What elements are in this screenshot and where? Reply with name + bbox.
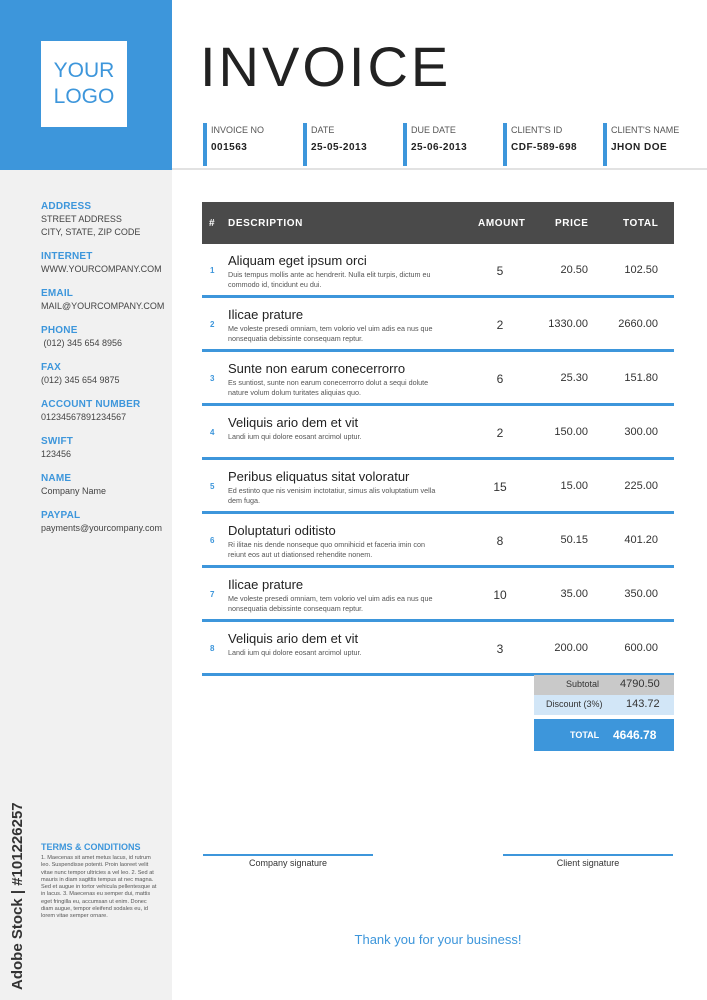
contact-label: PHONE	[41, 325, 78, 336]
table-row	[202, 244, 674, 298]
meta-invoice-no	[203, 123, 303, 166]
item-total: 2660.00	[618, 318, 658, 330]
row-number: 4	[210, 428, 215, 437]
client-signature-label: Client signature	[556, 858, 620, 868]
item-description: Ri ilitae nis dende nonseque quo omnihicid et faceria imin con reiunt eos aut ut diationsed rehendite nonem.	[228, 540, 425, 559]
line-items	[202, 244, 674, 676]
paypal-link[interactable]: payments@yourcompany.com	[41, 523, 163, 533]
item-title: Veliquis ario dem et vit	[228, 415, 359, 430]
item-description: Es suntiost, sunte non earum conecerrorro dolut a sequi dolute nature volum dolum turitates aliquias quo.	[228, 378, 429, 397]
meta-label: CLIENT'S ID	[511, 125, 563, 135]
table-row	[202, 514, 674, 568]
contact-value: STREET ADDRESS	[41, 214, 122, 224]
contact-swift	[41, 435, 169, 461]
header-amount: AMOUNT	[478, 218, 526, 229]
item-description: Duis tempus mollis ante ac hendrerit. Nulla elit turpis, dictum eu commodo id, tincidunt eu dui.	[228, 270, 431, 289]
row-number: 5	[210, 482, 215, 491]
stock-watermark	[6, 768, 28, 990]
item-title: Ilicae prature	[228, 307, 304, 322]
row-number: 1	[210, 266, 215, 275]
item-total: 225.00	[624, 480, 658, 492]
item-amount: 2	[496, 318, 504, 332]
table-header	[202, 202, 674, 244]
terms-text: 1. Maecenas sit amet metus lacus, id rutrum leo. Suspendisse potenti. Proin laoreet velit vitae nunc tempor ultricies a vel leo. 2. Sed at mauris in diam sagittis tempus at nec magna. Sed et augue in tortor vehicula pellentesque at in lacus. 3. Maecenas eu semper dui, mattis eget fringilla eu, accumsan ut enim. Donec diam augue, tempor eleifend sodales eu, id lorem vitae semper ornare.	[41, 855, 157, 920]
meta-due-date	[403, 123, 503, 166]
contact-email	[41, 287, 169, 313]
thank-you-message: Thank you for your business!	[354, 932, 522, 947]
contact-value: (012) 345 654 9875	[41, 375, 120, 385]
item-amount: 5	[496, 264, 504, 278]
meta-value: 001563	[211, 142, 248, 153]
contact-phone	[41, 324, 169, 350]
item-description: Me voleste presedi omniam, tem volorio vel uim adis ea nus que nonsequatia debissinte consequam reptur.	[228, 594, 433, 613]
contact-label: EMAIL	[41, 288, 74, 299]
meta-client-id	[503, 123, 603, 166]
discount-row	[534, 695, 674, 715]
subtotal-label: Subtotal	[566, 679, 600, 689]
item-total: 151.80	[624, 372, 658, 384]
contact-label: INTERNET	[41, 251, 93, 262]
logo-band	[0, 0, 172, 170]
table-row	[202, 406, 674, 460]
logo-line-2: LOGO	[53, 85, 115, 108]
item-total: 350.00	[624, 588, 658, 600]
total-value: 4646.78	[613, 728, 657, 742]
invoice-meta	[203, 123, 703, 166]
table-row	[202, 298, 674, 352]
meta-date	[303, 123, 403, 166]
item-title: Peribus eliquatus sitat voloratur	[228, 469, 410, 484]
item-title: Ilicae prature	[228, 577, 304, 592]
discount-value: 143.72	[626, 698, 660, 710]
item-description: Landi ium qui dolore eosant arcimol uptur.	[228, 648, 362, 657]
item-title: Veliquis ario dem et vit	[228, 631, 359, 646]
item-price: 50.15	[560, 534, 588, 546]
watermark-text: Adobe Stock | #101226257	[9, 802, 26, 990]
terms-conditions	[41, 842, 159, 921]
subtotal-row	[534, 675, 674, 695]
contact-internet	[41, 250, 169, 276]
item-total: 401.20	[624, 534, 658, 546]
contact-label: NAME	[41, 473, 72, 484]
contact-label: ACCOUNT NUMBER	[41, 399, 141, 410]
item-description: Landi ium qui dolore eosant arcimol uptur.	[228, 432, 362, 441]
discount-label: Discount (3%)	[546, 699, 603, 709]
company-signature-line	[203, 854, 373, 856]
item-description: Ed estinto que nis venisim inctotatiur, simus alis voluptatium vella dem fuga.	[228, 486, 436, 505]
row-number: 2	[210, 320, 215, 329]
item-total: 600.00	[624, 642, 658, 654]
contact-fax	[41, 361, 169, 387]
row-number: 3	[210, 374, 215, 383]
item-amount: 8	[496, 534, 504, 548]
item-amount: 6	[496, 372, 504, 386]
table-row	[202, 460, 674, 514]
item-price: 1330.00	[548, 318, 588, 330]
contact-label: PAYPAL	[41, 510, 81, 521]
invoice-summary	[534, 675, 674, 751]
contact-account-number	[41, 398, 169, 424]
item-amount: 15	[493, 480, 507, 494]
item-title: Sunte non earum conecerrorro	[228, 361, 406, 376]
email-link[interactable]: MAIL@YOURCOMPANY.COM	[41, 301, 165, 311]
contact-paypal	[41, 509, 169, 535]
contact-value: Company Name	[41, 486, 107, 496]
item-total: 300.00	[624, 426, 658, 438]
item-amount: 3	[496, 642, 504, 656]
meta-client-name	[603, 123, 703, 166]
item-price: 35.00	[560, 588, 588, 600]
meta-label: DUE DATE	[411, 125, 456, 135]
contact-info	[41, 200, 169, 546]
item-description: Me voleste presedi omniam, tem volorio vel uim adis ea nus que nonsequatia debissinte consequam reptur.	[228, 324, 433, 343]
contact-name	[41, 472, 169, 498]
contact-label: FAX	[41, 362, 62, 373]
client-signature-line	[503, 854, 673, 856]
meta-value: 25-06-2013	[411, 142, 468, 153]
item-price: 150.00	[554, 426, 588, 438]
meta-value: 25-05-2013	[311, 142, 368, 153]
website-link[interactable]: WWW.YOURCOMPANY.COM	[41, 264, 162, 274]
header-description: DESCRIPTION	[228, 218, 303, 229]
item-price: 200.00	[554, 642, 588, 654]
logo-line-1: YOUR	[53, 59, 115, 82]
total-label: TOTAL	[570, 730, 600, 740]
meta-label: CLIENT'S NAME	[611, 125, 680, 135]
item-title: Aliquam eget ipsum orci	[228, 253, 367, 268]
company-logo	[41, 41, 127, 127]
page-title: INVOICE	[200, 35, 452, 98]
subtotal-value: 4790.50	[620, 678, 660, 690]
item-title: Doluptaturi oditisto	[228, 523, 336, 538]
table-row	[202, 352, 674, 406]
item-total: 102.50	[624, 264, 658, 276]
meta-divider	[172, 168, 707, 170]
item-price: 20.50	[560, 264, 588, 276]
terms-label: TERMS & CONDITIONS	[41, 842, 141, 852]
contact-address	[41, 200, 169, 239]
item-price: 15.00	[560, 480, 588, 492]
meta-label: INVOICE NO	[211, 125, 265, 135]
header-total: TOTAL	[623, 218, 659, 229]
contact-value: 123456	[41, 449, 72, 459]
contact-label: SWIFT	[41, 436, 74, 447]
row-number: 8	[210, 644, 215, 653]
row-number: 6	[210, 536, 215, 545]
table-row	[202, 622, 674, 676]
meta-value: CDF-589-698	[511, 142, 578, 153]
total-row	[534, 719, 674, 751]
company-signature-label: Company signature	[248, 858, 328, 868]
header-num: #	[209, 218, 216, 229]
meta-value: JHON DOE	[611, 142, 668, 153]
meta-label: DATE	[311, 125, 335, 135]
item-amount: 2	[496, 426, 504, 440]
table-row	[202, 568, 674, 622]
contact-value: CITY, STATE, ZIP CODE	[41, 227, 141, 237]
item-amount: 10	[493, 588, 507, 602]
header-price: PRICE	[555, 218, 589, 229]
contact-value: (012) 345 654 8956	[41, 338, 123, 348]
contact-value: 01234567891234567	[41, 412, 127, 422]
row-number: 7	[210, 590, 215, 599]
contact-label: ADDRESS	[41, 201, 92, 212]
item-price: 25.30	[560, 372, 588, 384]
